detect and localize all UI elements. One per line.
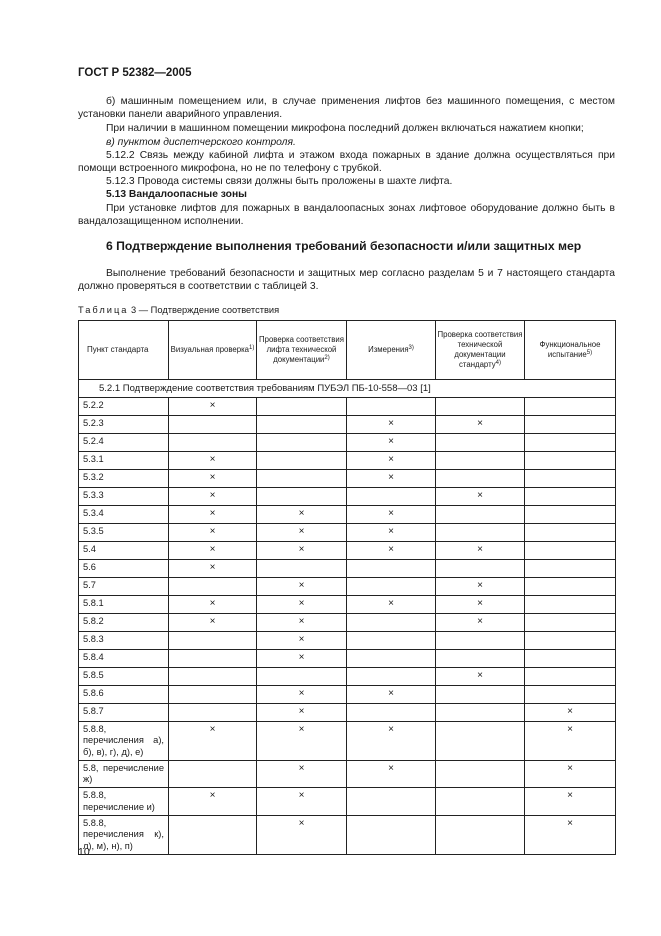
mark-cell [525,506,616,524]
col-header-visual: Визуальная проверка$^{1)}$ [169,321,257,380]
row-point-cell: 5.8.4 [79,650,169,668]
mark-cell: × [525,704,616,722]
mark-cell: × [347,506,436,524]
mark-cell [436,524,525,542]
mark-cell: × [347,452,436,470]
mark-cell [525,398,616,416]
row-point-cell: 5.8.1 [79,596,169,614]
paragraph-microphone: При наличии в машинном помещении микрофона последний должен включаться нажатием кнопки; [106,123,584,135]
mark-cell [257,488,347,506]
paragraph-b: б) машинным помещением или, в случае применения лифтов без машинного помещения, с местом установки панели аварийного управления. [78,96,615,121]
mark-cell: × [347,686,436,704]
table-row [79,668,616,686]
mark-cell [257,398,347,416]
mark-cell: × [347,722,436,761]
mark-cell [525,452,616,470]
row-point-cell: 5.8, перечисление ж) [79,760,169,788]
table-row [79,722,616,761]
mark-cell: × [169,506,257,524]
mark-cell: × [257,524,347,542]
row-point-cell: 5.8.8, перечисления к), л), м), н), п) [79,816,169,855]
row-point-cell: 5.7 [79,578,169,596]
mark-cell [169,816,257,855]
mark-cell: × [169,470,257,488]
table-row [79,506,616,524]
paragraph-5-13: При установке лифтов для пожарных в вандалоопасных зонах лифтовое оборудование должно быть в вандалозащищенном исполнении. [78,202,615,227]
mark-cell [436,788,525,816]
mark-cell: × [257,704,347,722]
mark-cell [257,452,347,470]
mark-cell [347,632,436,650]
mark-cell: × [436,488,525,506]
mark-cell [169,434,257,452]
mark-cell [436,704,525,722]
mark-cell [169,578,257,596]
mark-cell [347,488,436,506]
document-header: ГОСТ Р 52382—2005 [78,67,192,79]
col-header-functional: Функциональное испытание$^{5)}$ [525,321,616,380]
mark-cell: × [257,614,347,632]
row-point-cell: 5.8.2 [79,614,169,632]
section-6-text: Выполнение требований безопасности и защитных мер согласно разделам 5 и 7 настоящего стандарта должно проверяться в соответствии с таблицей 3. [78,268,615,293]
mark-cell [257,668,347,686]
mark-cell [257,416,347,434]
mark-cell [347,578,436,596]
row-point-cell: 5.3.3 [79,488,169,506]
table-caption [78,305,279,315]
mark-cell: × [525,816,616,855]
mark-cell: × [436,542,525,560]
mark-cell: × [257,596,347,614]
mark-cell [525,434,616,452]
mark-cell [525,686,616,704]
mark-cell [347,668,436,686]
row-point-cell: 5.8.6 [79,686,169,704]
mark-cell: × [169,398,257,416]
mark-cell: × [257,542,347,560]
mark-cell: × [257,686,347,704]
row-point-cell: 5.8.8, перечисление и) [79,788,169,816]
mark-cell [169,760,257,788]
mark-cell: × [347,416,436,434]
row-point-cell: 5.2.4 [79,434,169,452]
row-point-cell: 5.8.5 [79,668,169,686]
table-row [79,452,616,470]
row-point-cell: 5.2.2 [79,398,169,416]
paragraph-5-12-2: 5.12.2 Связь между кабиной лифта и этажом входа пожарных в здание должна осуществляться при помощи встроенного микрофона, но не по телефону с трубкой. [78,149,615,175]
table-row [79,578,616,596]
table-row [79,596,616,614]
mark-cell: × [347,470,436,488]
mark-cell [347,704,436,722]
mark-cell [169,686,257,704]
mark-cell [436,722,525,761]
paragraph-v: в) пунктом диспетчерского контроля. [106,136,296,148]
mark-cell [347,788,436,816]
col-header-point: Пункт стандарта [79,321,169,380]
mark-cell: × [525,788,616,816]
mark-cell [169,632,257,650]
mark-cell: × [169,452,257,470]
table-row [79,488,616,506]
span-row-text: 5.2.1 Подтверждение соответствия требованиям ПУБЭЛ ПБ-10-558—03 [1] [79,380,616,398]
mark-cell: × [257,816,347,855]
mark-cell [525,470,616,488]
row-point-cell: 5.3.5 [79,524,169,542]
mark-cell: × [257,632,347,650]
mark-cell [525,596,616,614]
page-number: 10 [78,846,90,858]
mark-cell [525,578,616,596]
mark-cell [347,398,436,416]
mark-cell: × [436,668,525,686]
mark-cell [525,668,616,686]
mark-cell [436,760,525,788]
mark-cell [436,686,525,704]
mark-cell: × [169,722,257,761]
mark-cell [436,632,525,650]
mark-cell: × [257,650,347,668]
table-row [79,398,616,416]
heading-5-13: 5.13 Вандалоопасные зоны [106,189,247,201]
table-row [79,614,616,632]
row-point-cell: 5.2.3 [79,416,169,434]
mark-cell [436,452,525,470]
mark-cell [347,650,436,668]
row-point-cell: 5.8.7 [79,704,169,722]
mark-cell: × [347,434,436,452]
mark-cell: × [436,578,525,596]
table-row [79,788,616,816]
row-point-cell: 5.3.2 [79,470,169,488]
col-header-lift-docs: Проверка соответствия лифта технической документации$^{2)}$ [257,321,347,380]
mark-cell [525,560,616,578]
mark-cell [347,560,436,578]
mark-cell [436,398,525,416]
mark-cell: × [169,542,257,560]
row-point-cell: 5.3.4 [79,506,169,524]
mark-cell [525,650,616,668]
intro-text [78,95,615,228]
section-6-body [78,267,615,293]
table-span-row [79,380,616,398]
mark-cell: × [347,542,436,560]
mark-cell [436,816,525,855]
table-row [79,416,616,434]
mark-cell [169,650,257,668]
conformity-table [78,320,616,855]
mark-cell [169,668,257,686]
mark-cell [525,614,616,632]
mark-cell [436,470,525,488]
mark-cell [347,614,436,632]
mark-cell: × [257,760,347,788]
col-header-measurements: Измерения$^{3)}$ [347,321,436,380]
mark-cell [436,650,525,668]
mark-cell [436,506,525,524]
mark-cell [436,434,525,452]
table-row [79,760,616,788]
table-header-row [79,321,616,380]
mark-cell [257,470,347,488]
mark-cell: × [257,722,347,761]
table-row [79,650,616,668]
mark-cell: × [169,788,257,816]
table-row [79,542,616,560]
mark-cell: × [169,560,257,578]
row-point-cell: 5.6 [79,560,169,578]
row-point-cell: 5.8.8, перечисления а), б), в), г), д), е) [79,722,169,761]
mark-cell: × [257,506,347,524]
table-caption-rest: 3 — Подтверждение соответствия [128,305,280,315]
mark-cell: × [436,614,525,632]
table-row [79,434,616,452]
table-row [79,704,616,722]
section-6-title: 6 Подтверждение выполнения требований безопасности и/или защитных мер [106,239,582,253]
col-header-docs-standard: Проверка соответствия технической документации стандарту$^{4)}$ [436,321,525,380]
table-row [79,632,616,650]
mark-cell [257,560,347,578]
mark-cell [525,416,616,434]
mark-cell: × [525,722,616,761]
mark-cell: × [347,760,436,788]
mark-cell [169,704,257,722]
mark-cell [525,488,616,506]
mark-cell: × [347,524,436,542]
mark-cell: × [257,578,347,596]
table-row [79,686,616,704]
table-row [79,470,616,488]
paragraph-5-12-3: 5.12.3 Провода системы связи должны быть проложены в шахте лифта. [106,176,453,188]
mark-cell: × [347,596,436,614]
mark-cell [525,632,616,650]
table-row [79,560,616,578]
mark-cell [257,434,347,452]
table-row [79,524,616,542]
table-caption-word: Таблица [78,305,129,315]
mark-cell: × [525,760,616,788]
row-point-cell: 5.4 [79,542,169,560]
table-row [79,816,616,855]
mark-cell: × [169,596,257,614]
mark-cell [347,816,436,855]
mark-cell [169,416,257,434]
mark-cell [525,524,616,542]
mark-cell: × [169,524,257,542]
mark-cell [436,560,525,578]
mark-cell: × [436,596,525,614]
mark-cell [525,542,616,560]
mark-cell: × [169,488,257,506]
mark-cell: × [436,416,525,434]
mark-cell: × [169,614,257,632]
row-point-cell: 5.3.1 [79,452,169,470]
mark-cell: × [257,788,347,816]
row-point-cell: 5.8.3 [79,632,169,650]
